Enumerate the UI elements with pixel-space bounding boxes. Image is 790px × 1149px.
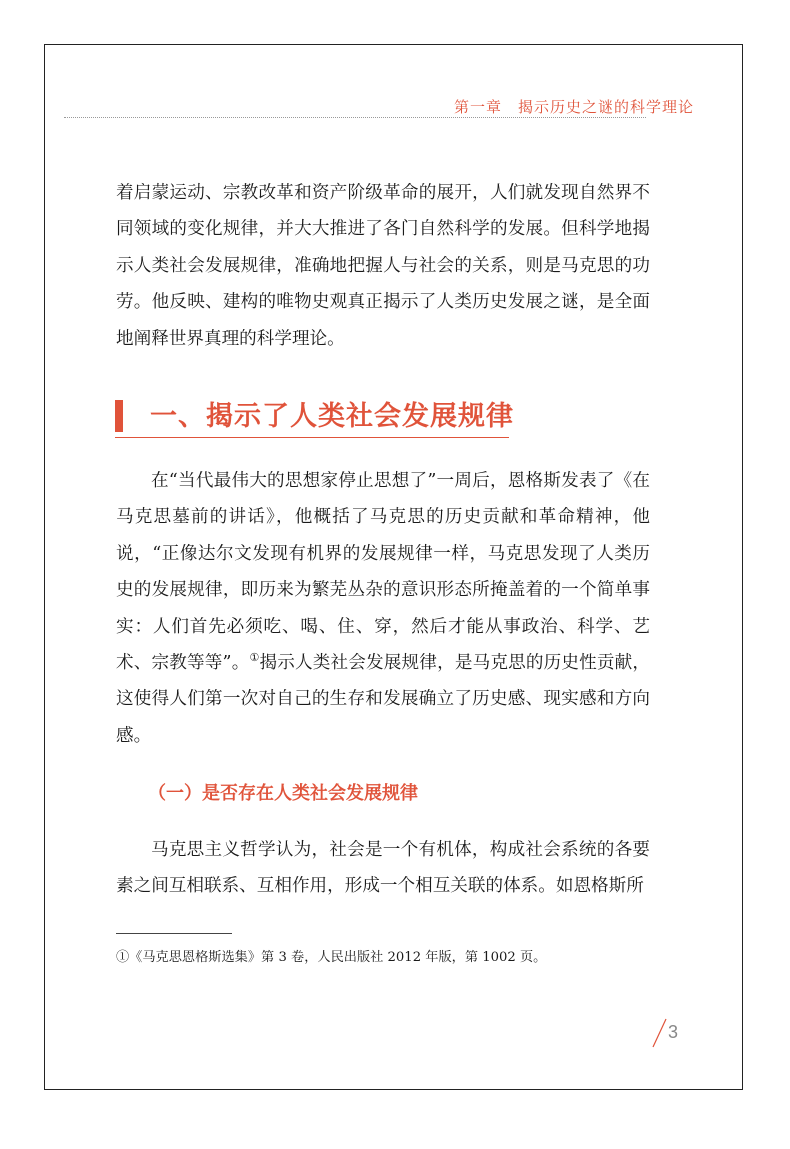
running-head [454,96,694,117]
paragraph-engels-speech [116,463,650,754]
section-heading-rule [115,437,509,438]
paragraph-engels-text: 在“当代最伟大的思想家停止思想了”一周后，恩格斯发表了《在马克思墓前的讲话》，他概括了马克思的历史贡献和革命精神，他说，“正像达尔文发现有机界的发展规律一样，马克思发现了人类历史的发展规律，即历来为繁芜丛杂的意识形态所掩盖着的一个简单事实：人们首先必须吃、喝、住、穿，然后才能从事政治、科学、艺术、宗教等等”。 [116,471,650,674]
footnote-text: ①《马克思恩格斯选集》第 3 卷，人民出版社 2012 年版，第 1002 页。 [116,950,547,965]
footnote-reference[interactable]: ① [249,651,260,665]
section-marker-bar [115,400,123,432]
running-head-rule [64,117,646,118]
paragraph-intro: 着启蒙运动、宗教改革和资产阶级革命的展开，人们就发现自然界不同领域的变化规律，并大大推进了各门自然科学的发展。但科学地揭示人类社会发展规律，准确地把握人与社会的关系，则是马克思的功劳。他反映、建构的唯物史观真正揭示了人类历史发展之谜，是全面地阐释世界真理的科学理论。 [116,183,650,349]
subsection-heading: （一）是否存在人类社会发展规律 [148,783,418,804]
paragraph-engels-continuation: 揭示人类社会发展规律，是马克思的历史性贡献，这使得人们第一次对自己的生存和发展确立了历史感、现实感和方向感。 [116,653,650,746]
page-number-slash-icon [652,1018,667,1048]
section-heading: 一、揭示了人类社会发展规律 [150,401,514,432]
running-head-title: 揭示历史之谜的科学理论 [517,98,694,116]
running-head-chapter: 第一章 [453,98,502,116]
footnote-rule [116,933,232,934]
page-number: 3 [668,1022,679,1042]
paragraph-social-organism: 马克思主义哲学认为，社会是一个有机体，构成社会系统的各要素之间互相联系、互相作用，形成一个相互关联的体系。如恩格斯所 [116,840,650,897]
